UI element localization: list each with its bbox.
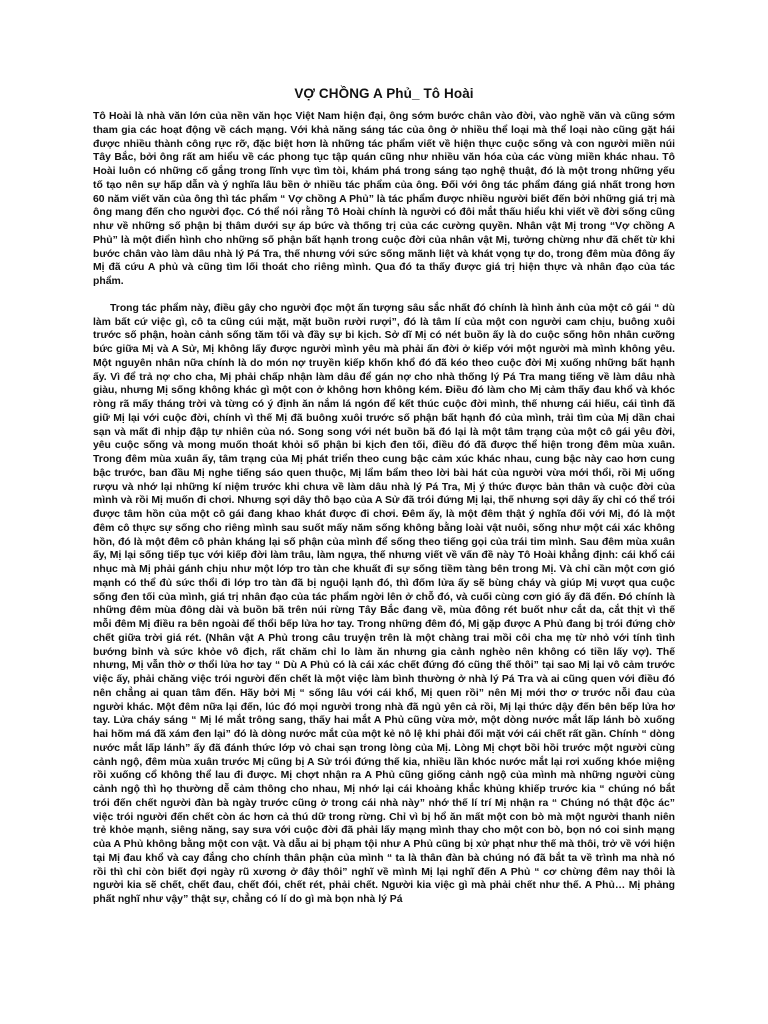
- document-body: [93, 110, 675, 907]
- document-title: VỢ CHỒNG A Phủ_ Tô Hoài: [294, 86, 474, 101]
- paragraph-intro: Tô Hoài là nhà văn lớn của nền văn học Việt Nam hiện đại, ông sớm bước chân vào đời, vào nghề văn và cũng sớm tham gia các hoạt động về cách mạng. Với khả năng sáng tác của ông ở nhiều thể loại mà thể loại nào cũng gặt hái được nhiều thành công rực rỡ, đặc biệt hơn là những tác phẩm viết về hiện thực cuộc sống và con người miền núi Tây Bắc, bởi ông rất am hiểu về các phong tục tập quán cũng như nhiều văn hóa của các vùng miền khác nhau. Tô Hoài luôn có những cố gắng trong lĩnh vực tìm tòi, khám phá trong sáng tạo nghệ thuật, đó là một trong những yếu tố tạo nên sự hấp dẫn và ý nghĩa lâu bền ở nhiều tác phẩm của ông. Đối với ông tác phẩm đáng giá nhất trong hơn 60 năm viết văn của ông thì tác phẩm “ Vợ chồng A Phủ” là tác phẩm được nhiều người biết đến bởi những giá trị mà ông mang đến cho người đọc. Có thể nói rằng Tô Hoài chính là người có đôi mắt thấu hiểu khi viết về đời sống cũng như về những số phận bị thâm dưới sự áp bức và thống trị của các cường quyền. Nhân vật Mị trong “Vợ chồng A Phủ” là một điển hình cho những số phận bất hạnh trong cuộc đời của nhân vật Mị, tưởng chừng như đã chết từ khi bước chân vào làm dâu nhà lý Pá Tra, thế nhưng với sức sống mãnh liệt và khát vọng tự do, trong đêm mùa đông ấy Mị đã cứu A phủ và cũng tìm lối thoát cho riêng mình. Qua đó ta thấy được giá trị hiện thực và nhân đạo của tác phẩm.: [93, 111, 675, 287]
- paragraph-analysis: Trong tác phẩm này, điều gây cho người đọc một ấn tượng sâu sắc nhất đó chính là hình ảnh của một cô gái “ dù làm bất cứ việc gì, cô ta cũng cúi mặt, mặt buồn rười rượi”, đó là tâm lí của một con người cam chịu, buông xuôi trước số phận, hoàn cảnh sống tăm tối và đầy sự bi kịch. Sở dĩ Mị có nét buồn ấy là do cuộc sống hôn nhân cưỡng bức giữa Mị và A Sử, Mị không lấy được người mình yêu mà phải ấn đời ở kiếp với một người mà mình không yêu. Một nguyên nhân nữa chính là do món nợ truyền kiếp khốn khổ đó đã kéo theo cuộc đời Mị xuống những bất hạnh ấy. Vì để trả nợ cho cha, Mị phải chấp nhận làm dâu để gán nợ cho nhà thống lý Pá Tra mang tiếng về làm dâu nhà giàu, nhưng Mị sống không khác gì một con ở không hơn không kém. Điều đó làm cho Mị cảm thấy đau khổ và khóc ròng rã mấy tháng trời và từng có ý định ăn nắm lá ngón để kết thúc cuộc đời mình, thế nhưng cái hiếu, cái tình đã giữ Mị lại với cuộc đời, chính vì thế Mị đã buông xuôi trước số phận bất hạnh đó của mình, trải tìm của Mị dần chai sạn và mất đi nhịp đập tự nhiên của nó. Song song với nét buồn bã đó lại là một tâm trạng của một cô gái yêu đời, yêu cuộc sống và mong muốn thoát khỏi số phận bi kịch đen tối, điều đó đã được thể hiện trong đêm mùa xuân. Trong đêm mùa xuân ấy, tâm trạng của Mị phát triển theo cung bậc cảm xúc khác nhau, cung bậc này cao hơn cung bậc trước, ban đầu Mị nghe tiếng sáo quen thuộc, Mị lẩm bẩm theo lời bài hát của người vừa mới thổi, rồi Mị uống rượu và nhớ lại những kí niệm trước khi chưa về làm dâu nhà lý Pá Tra, Mị ý thức được bản thân và cuộc đời của mình và rồi Mị muốn đi chơi. Nhưng sợi dây thô bạo của A Sử đã trói đứng Mị lại, thế nhưng sợi dây ấy chỉ có thể trói được tâm hồn của một cô gái đang khao khát được đi chơi. Đêm ấy, là một đêm thật ý nghĩa đối với Mị, đó là một đêm cô thực sự sống cho riêng mình sau suốt mấy năm sống không bằng loài vật nuôi, sống như một cái xác không hồn, đó là một đêm cô phản kháng lại số phận của mình để sống theo tiếng gọi của trái tim mình. Sau đêm mùa xuân ấy, Mị lại sống tiếp tục với kiếp đời làm trâu, làm ngựa, thế nhưng viết về vấn đề này Tô Hoài khẳng định: cái khổ cái nhục mà Mị phải gánh chịu như một lớp tro tàn che khuất đi sự sống tiềm tàng bên trong Mị. Và chỉ cần một cơn gió mạnh có thể đủ sức thổi đi lớp tro tàn đã bị nguội lạnh đó, thì đốm lửa ấy sẽ bùng cháy và giúp Mị vượt qua cuộc sống đen tối của mình, giá trị nhân đạo của tác phẩm ngời lên ở chỗ đó, và cuối cùng cơn gió ấy đã đến. Đó chính là những đêm mùa đông dài và buồn bã trên núi rừng Tây Bắc đang về, mùa đông rét buốt như cắt da, cắt thịt vì thế mỗi đêm Mị điều ra bên ngoài để thổi bếp lửa hơ tay. Trong những đêm đó, Mị gặp được A Phủ đang bị trói đứng chờ chết giữa trời giá rét. (Nhân vật A Phủ trong câu truyện trên là một chàng trai mồi côi cha mẹ từ nhỏ với tính tình bướng bỉnh và sức khỏe vô địch, rất chăm chỉ lo làm ăn nhưng gia cảnh nghèo nên không có tiền lấy vợ). Thế nhưng, Mị vẫn thờ ơ thổi lửa hơ tay “ Dù A Phủ có là cái xác chết đứng đó cũng thế thôi” tại sao Mị lại vô cảm trước việc ấy, phải chăng việc trói người đến chết là một việc làm bình thường ở nhà lý Pá Tra và ai cũng quen với điều đó nên chẳng ai quan tâm đến. Hãy bởi Mị “ sống lâu với cái khổ, Mị quen rồi” nên Mị mới thơ ơ trước nỗi đau của người khác. Một đêm nữa lại đến, lúc đó mọi người trong nhà đã ngủ yên cả rồi, Mị lại thức dậy đến bên bếp lửa hơ tay. Lửa cháy sáng “ Mị lé mắt trông sang, thấy hai mắt A Phủ cũng vừa mở, một dòng nước mắt lấp lánh bò xuống hai hõm má đã xám đen lại” đó là dòng nước mắt của một kẻ nô lệ khi phải đối mặt với cái chết rất gần. Chính “ dòng nước mắt lấp lánh” ấy đã đánh thức lớp vỏ chai sạn trong lòng của Mị. Lòng Mị chợt bồi hồi trước một người cùng cảnh ngộ, đêm mùa xuân trước Mị cũng bị A Sử trói đứng thế kia, nhiều lần khóc nước mắt lại rơi xuống khóe miệng rồi xuống cổ không thể lau đi được. Mị chợt nhận ra A Phủ cũng giống cảnh ngộ của mình mà những người cùng cảnh ngộ thì họ thường dễ cảm thông cho nhau, Mị nhớ lại cái khoảng khắc khủng khiếp trước kia “ chúng nó bắt trói đến chết người đàn bà ngày trước cũng ở trong cái nhà này” nhớ thế lí trí Mị nhận ra “ Chúng nó thật độc ác” việc trói người đến chết còn ác hơn cả thú dữ trong rừng. Chỉ vì bị hổ ăn mất một con bò mà một người thanh niên trẻ khỏe mạnh, siêng năng, say sưa với cuộc đời đã phải lấy mạng mình thay cho một con bò, bọn nó coi sinh mạng của A Phủ không bằng một con vật. Và dẫu ai bị phạm tội như A Phủ cũng bị xử phạt như thế mà thôi, trở về với hiện tại Mị đau khổ và cay đắng cho chính thân phận của mình “ ta là thân đàn bà chúng nó đã bắt ta về trình ma nhà nó rồi thì chỉ còn biết đợi ngày rũ xương ở đây thôi” nghĩ về mình Mị lại nghĩ đến A Phủ “ cơ chừng đêm nay thôi là người kia sẽ chết, chết đau, chết đói, chết rét, phải chết. Người kia việc gì mà phải chết như thế. A Phủ… Mị phảng phất nghĩ như vậy” thật sự, chẳng có lí do gì mà bọn nhà lý Pá: [93, 302, 675, 905]
